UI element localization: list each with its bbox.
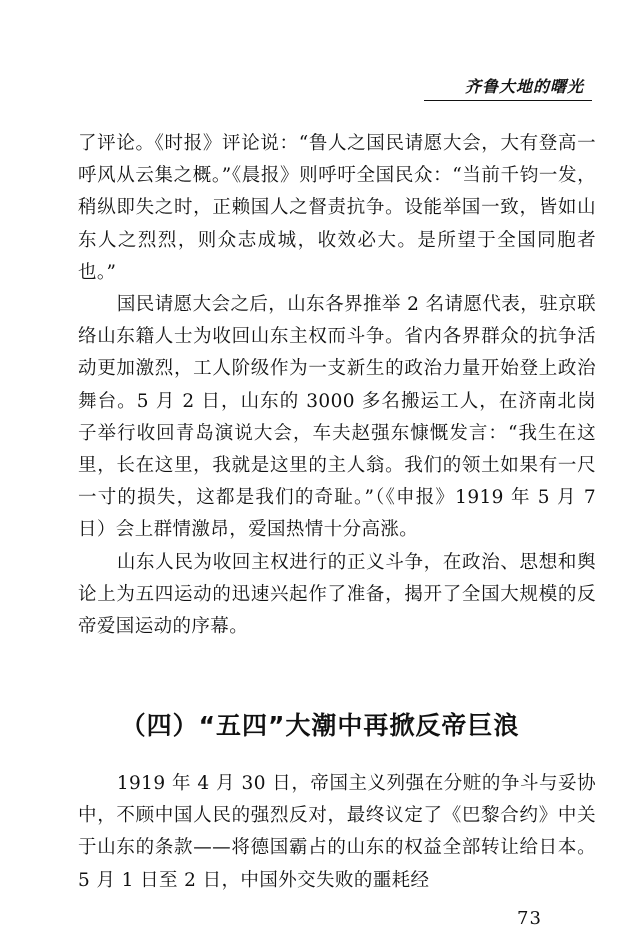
- paragraph-1: 了评论。《时报》评论说：“鲁人之国民请愿大会，大有登高一呼风从云集之概。”《晨报》则呼吁全国民众：“当前千钧一发，稍纵即失之时，正赖国人之督责抗争。设能举国一致，皆如山东人之烈烈，则众志成城，收效必大。是所望于全国同胞者也。”: [78, 133, 596, 283]
- running-header-title: 齐鲁大地的曙光: [464, 77, 584, 96]
- header-rule: [424, 100, 592, 101]
- paragraph-2: 国民请愿大会之后，山东各界推举 2 名请愿代表，驻京联络山东籍人士为收回山东主权而斗争。省内各界群众的抗争活动更加激烈，工人阶级作为一支新生的政治力量开始登上政治舞台。5 月 2 日，山东的 3000 多名搬运工人，在济南北岗子举行收回青岛演说大会，车夫赵强东慷慨发言：“我生在这里，长在这里，我就是这里的主人翁。我们的领土如果有一尺一寸的损失，这都是我们的奇耻。”（《申报》1919 年 5 月 7 日）会上群情激昂，爱国热情十分高涨。: [78, 294, 596, 541]
- section-paragraph-1: 1919 年 4 月 30 日，帝国主义列强在分赃的争斗与妥协中，不顾中国人民的强烈反对，最终议定了《巴黎合约》中关于山东的条款——将德国霸占的山东的权益全部转让给日本。5 月 1 日至 2 日，中国外交失败的噩耗经: [78, 773, 596, 891]
- page-number: 73: [517, 908, 542, 929]
- section-body-text-block: [78, 768, 596, 897]
- section-heading: （四）“五四”大潮中再掀反帝巨浪: [120, 711, 520, 740]
- paragraph-3: 山东人民为收回主权进行的正义斗争，在政治、思想和舆论上为五四运动的迅速兴起作了准备，揭开了全国大规模的反帝爱国运动的序幕。: [78, 551, 596, 638]
- body-text-block: [78, 128, 596, 643]
